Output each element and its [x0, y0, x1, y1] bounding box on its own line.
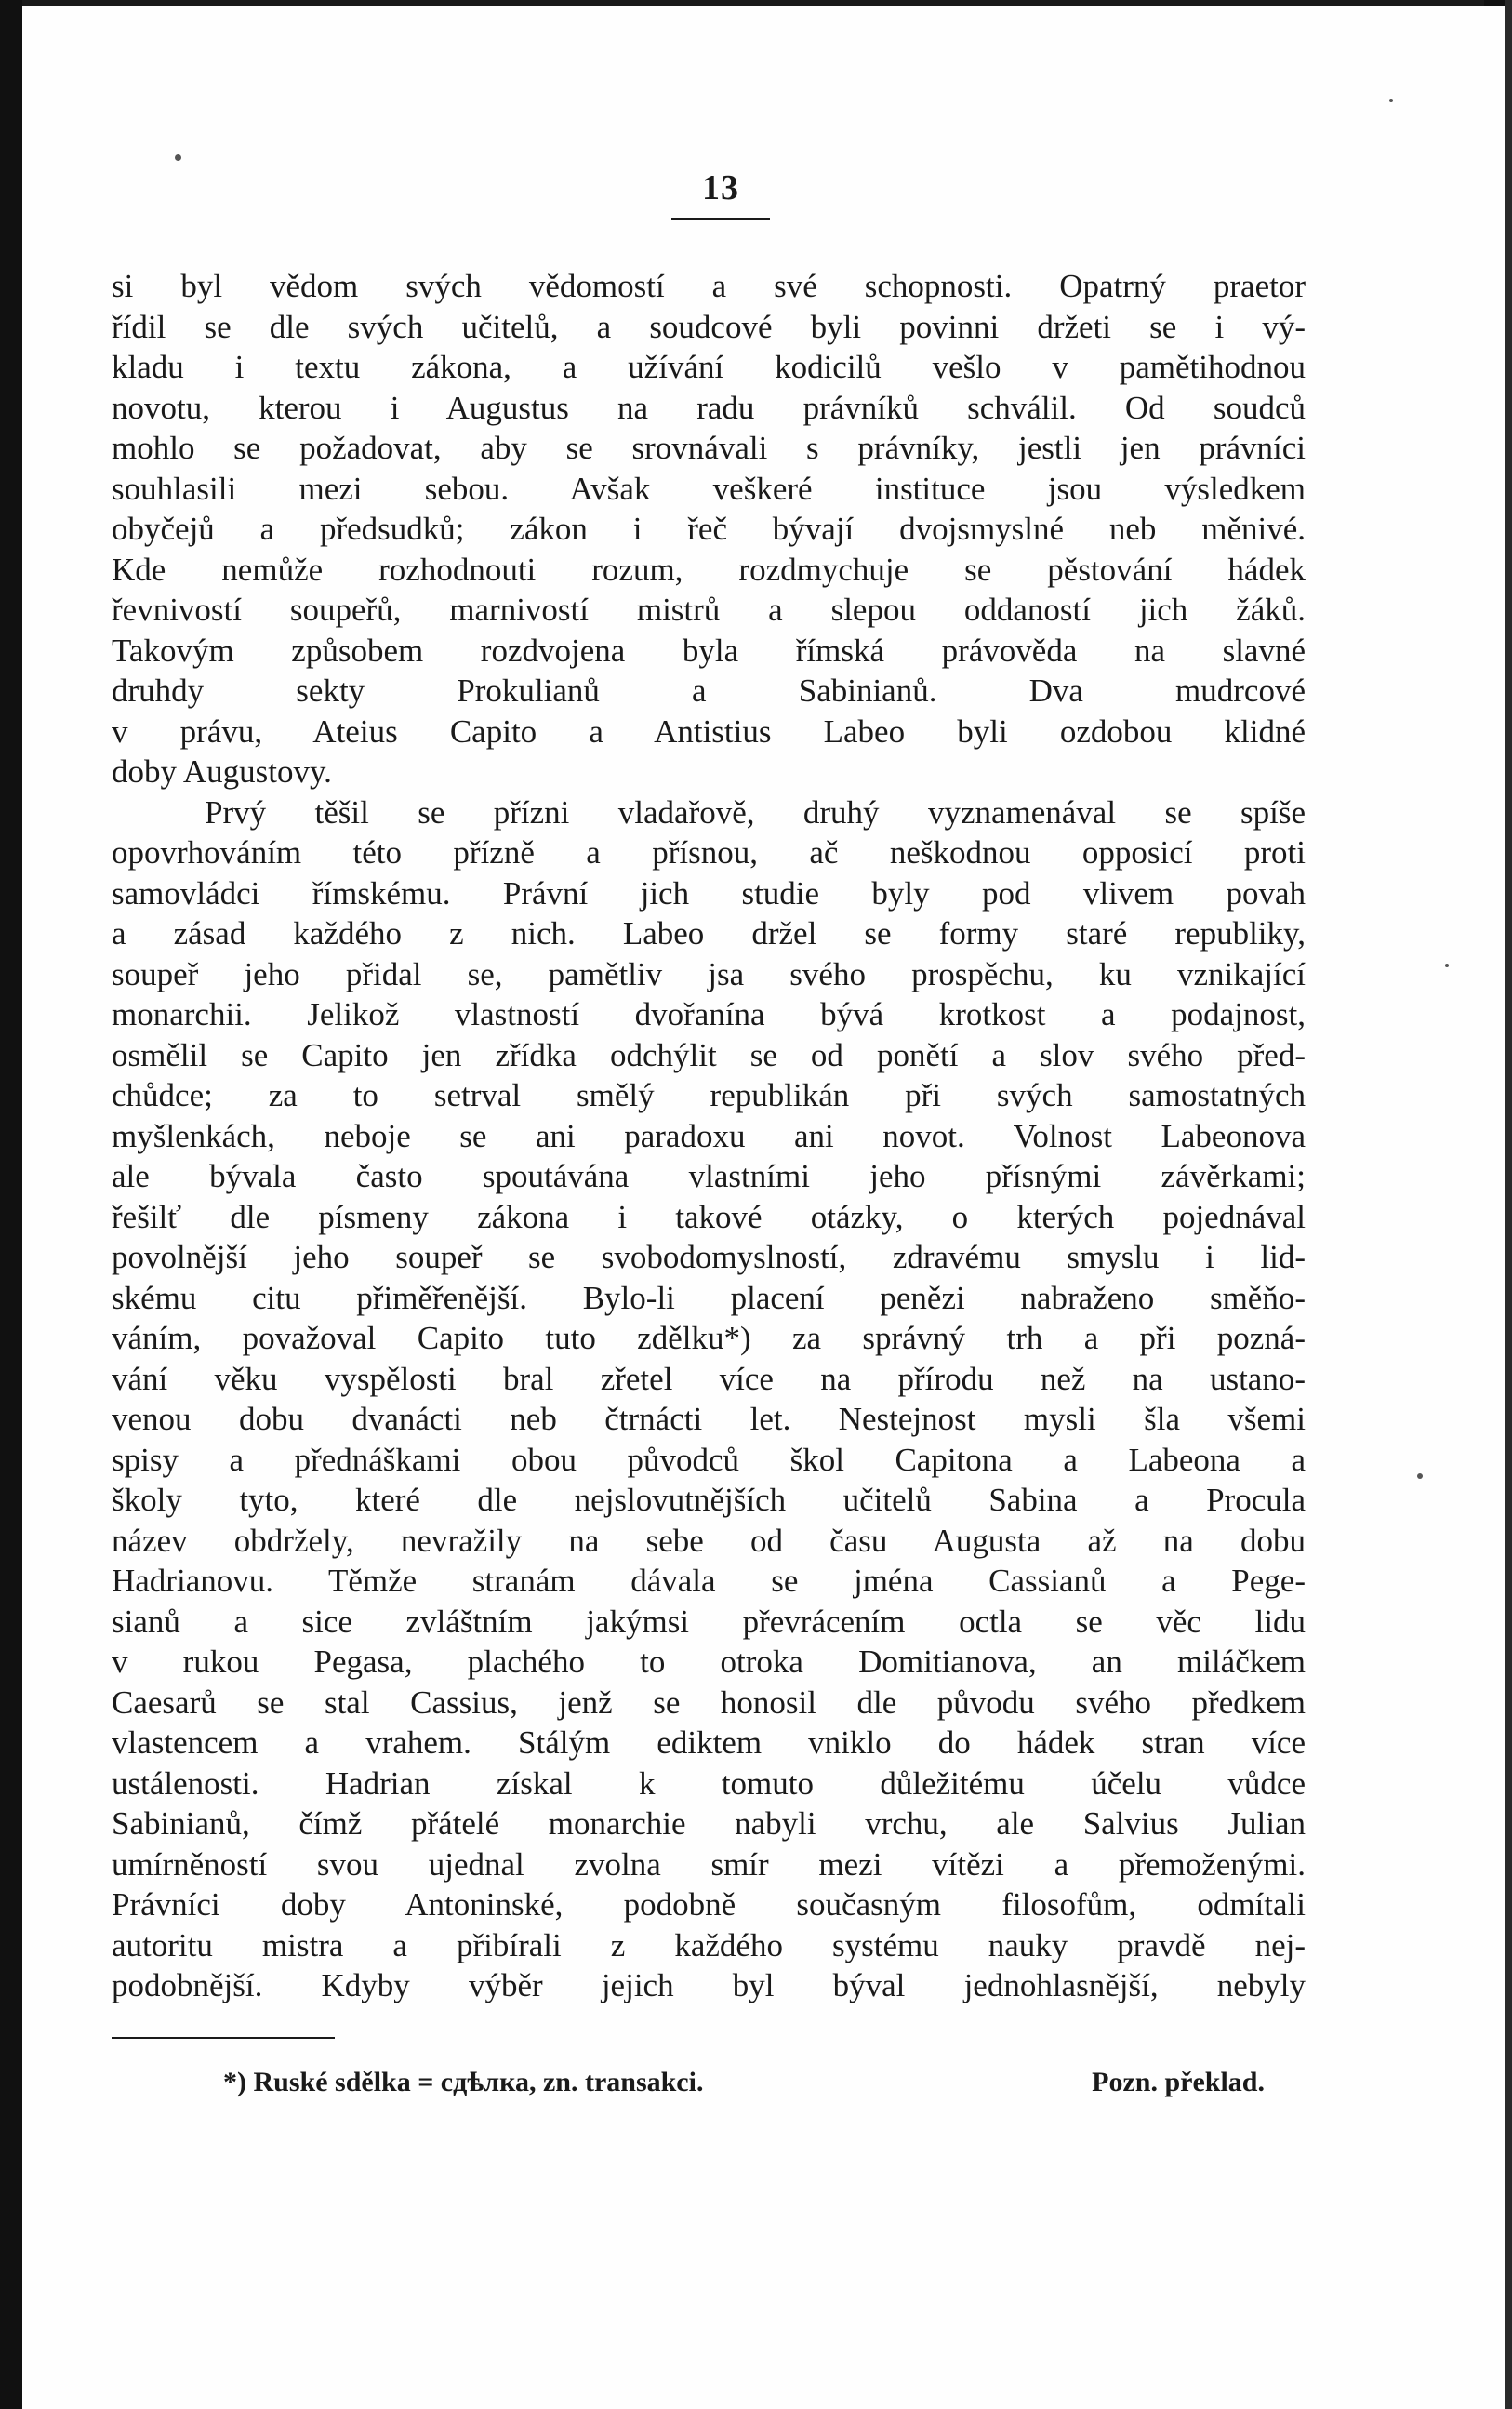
paragraph-1 — [112, 266, 1306, 792]
text-line: autoritu mistra a přibírali z každého systému nauky pravdě nej- — [112, 1926, 1306, 1963]
footnote — [112, 2067, 1265, 2098]
text-line: v rukou Pegasa, plachého to otroka Domitianova, an miláčkem — [112, 1644, 1306, 1680]
dust-speck — [1389, 99, 1393, 102]
scan-border-left — [0, 0, 22, 2409]
text-line: název obdržely, nevražily na sebe od času Augusta až na dobu — [112, 1522, 1306, 1559]
page-number: 13 — [702, 168, 739, 207]
text-line: Kde nemůže rozhodnouti rozum, rozdmychuje se pěstování hádek — [112, 551, 1306, 588]
text-line: skému citu přiměřenější. Bylo-li placení penězi nabraženo směňo- — [112, 1279, 1306, 1316]
text-line: Caesarů se stal Cassius, jenž se honosil dle původu svého předkem — [112, 1684, 1306, 1721]
footnote-text: *) Ruské sdělka = сдѣлка, zn. transakci. — [223, 2067, 704, 2097]
text-line: opovrhováním této přízně a přísnou, ač neškodnou opposicí proti — [112, 834, 1306, 871]
text-line: samovládci římskému. Právní jich studie byly pod vlivem povah — [112, 874, 1306, 912]
text-line: umírněností svou ujednal zvolna smír mezi vítězi a přemoženými. — [112, 1845, 1306, 1883]
text-line: řešilť dle písmeny zákona i takové otázky, o kterých pojednával — [112, 1198, 1306, 1235]
text-line: podobnější. Kdyby výběr jejich byl býval jednohlasnější, nebyly — [112, 1967, 1306, 2003]
text-line: a zásad každého z nich. Labeo držel se formy staré republiky, — [112, 915, 1306, 952]
text-line: venou dobu dvanácti neb čtrnácti let. Nestejnost mysli šla všemi — [112, 1401, 1306, 1437]
text-line: doby Augustovy. — [112, 753, 332, 790]
text-line: školy tyto, které dle nejslovutnějších učitelů Sabina a Procula — [112, 1482, 1306, 1518]
text-line: vání věku vyspělosti bral zřetel více na přírodu než na ustano- — [112, 1360, 1306, 1397]
paragraph-2 — [112, 792, 1306, 2006]
text-line: chůdce; za to setrval smělý republikán při svých samostatných — [112, 1077, 1306, 1113]
text-line: monarchii. Jelikož vlastností dvořanína bývá krotkost a podajnost, — [112, 996, 1306, 1032]
text-line: řevnivostí soupeřů, marnivostí mistrů a slepou oddaností jich žáků. — [112, 592, 1306, 628]
text-line: ustálenosti. Hadrian získal k tomuto důležitému účelu vůdce — [112, 1764, 1306, 1802]
text-line: v právu, Ateius Capito a Antistius Labeo byli ozdobou klidné — [112, 712, 1306, 750]
text-line: Prvý těšil se přízni vladařově, druhý vyznamenával se spíše — [205, 793, 1306, 831]
body-text — [112, 266, 1306, 2006]
text-line: řídil se dle svých učitelů, a soudcové byli povinni držeti se i vý- — [112, 308, 1306, 345]
dust-speck — [1445, 964, 1449, 967]
text-line: soupeř jeho přidal se, pamětliv jsa svého prospěchu, ku vznikající — [112, 955, 1306, 992]
text-line: Sabinianů, čímž přátelé monarchie nabyli vrchu, ale Salvius Julian — [112, 1805, 1306, 1842]
text-line: Takovým způsobem rozdvojena byla římská právověda na slavné — [112, 632, 1306, 669]
text-line: ale bývala často spoutávána vlastními jeho přísnými závěrkami; — [112, 1158, 1306, 1194]
text-line: spisy a přednáškami obou původců škol Capitona a Labeona a — [112, 1441, 1306, 1478]
scan-border-right — [1505, 0, 1512, 2409]
text-line: si byl vědom svých vědomostí a své schopnosti. Opatrný praetor — [112, 268, 1306, 304]
text-line: mohlo se požadovat, aby se srovnávali s právníky, jestli jen právníci — [112, 430, 1306, 466]
text-line: myšlenkách, neboje se ani paradoxu ani novot. Volnost Labeonova — [112, 1117, 1306, 1154]
text-line: obyčejů a předsudků; zákon i řeč bývají dvojsmyslné neb měnivé. — [112, 511, 1306, 547]
text-line: souhlasili mezi sebou. Avšak veškeré instituce jsou výsledkem — [112, 470, 1306, 507]
translator-note: Pozn. překlad. — [1092, 2067, 1265, 2097]
text-line: novotu, kterou i Augustus na radu právníků schválil. Od soudců — [112, 389, 1306, 426]
text-line: povolnější jeho soupeř se svobodomyslností, zdravému smyslu i lid- — [112, 1239, 1306, 1275]
page-number-underline — [671, 218, 770, 220]
text-line: osmělil se Capito jen zřídka odchýlit se od ponětí a slov svého před- — [112, 1036, 1306, 1073]
text-line: Hadrianovu. Těmže stranám dávala se jména Cassianů a Pege- — [112, 1563, 1306, 1599]
text-line: druhdy sekty Prokulianů a Sabinianů. Dva mudrcové — [112, 672, 1306, 709]
text-line: sianů a sice zvláštním jakýmsi převrácením octla se věc lidu — [112, 1603, 1306, 1640]
dust-speck — [175, 154, 181, 161]
footnote-separator — [112, 2037, 335, 2039]
text-line: kladu i textu zákona, a užívání kodicilů vešlo v pamětihodnou — [112, 349, 1306, 385]
text-line: Právníci doby Antoninské, podobně současným filosofům, odmítali — [112, 1886, 1306, 1923]
text-line: váním, považoval Capito tuto zdělku*) za správný trh a při pozná- — [112, 1320, 1306, 1356]
text-line: vlastencem a vrahem. Stálým ediktem vniklo do hádek stran více — [112, 1724, 1306, 1761]
dust-speck — [1417, 1473, 1423, 1479]
